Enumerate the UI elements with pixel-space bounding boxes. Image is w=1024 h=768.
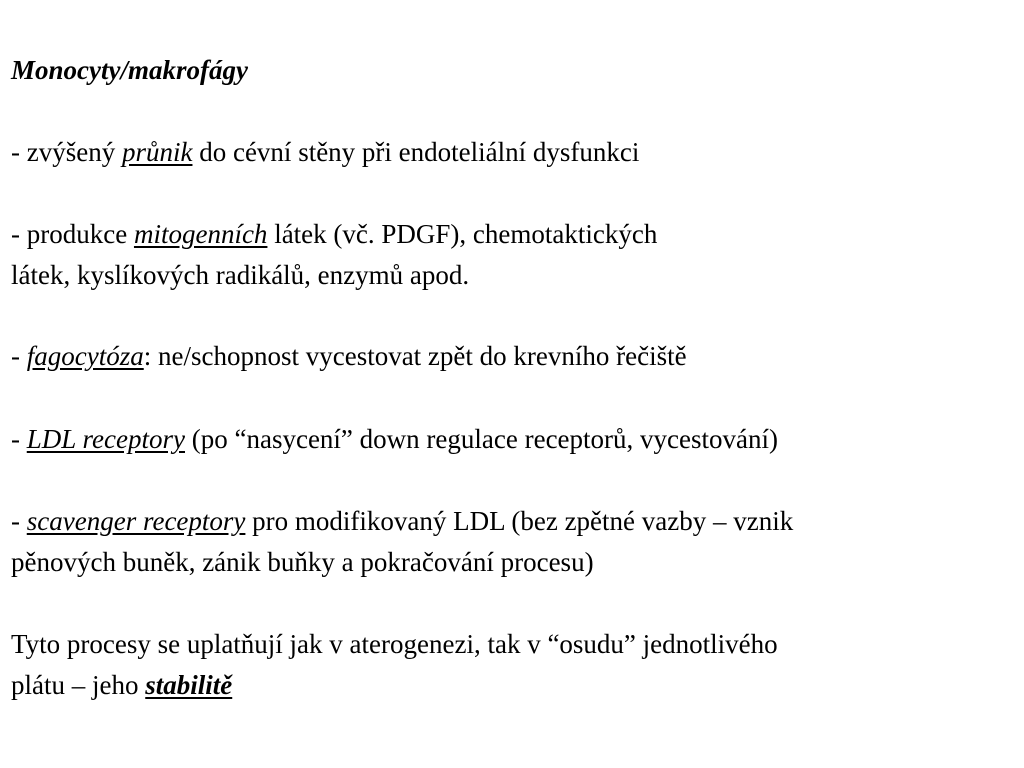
slide-title: Monocyty/makrofágy <box>11 55 248 85</box>
bullet-scavenger-receptory <box>11 505 793 537</box>
conclusion-line-1: Tyto procesy se uplatňují jak v aterogenezi, tak v “osudu” jednotlivého <box>11 629 778 659</box>
bullet-prefix: - <box>11 424 27 454</box>
bullet-prefix: - <box>11 341 27 371</box>
bullet-prefix: - produkce <box>11 219 134 249</box>
bullet-mitogenni-continuation: látek, kyslíkových radikálů, enzymů apod. <box>11 260 470 290</box>
term-stabilite: stabilitě <box>145 670 233 700</box>
term-mitogennich: mitogenních <box>133 219 268 249</box>
term-fagocytoza: fagocytóza <box>26 341 144 371</box>
term-prunik: průnik <box>121 137 193 167</box>
bullet-mitogenni <box>11 218 657 250</box>
bullet-text: látek (vč. PDGF), chemotaktických <box>267 219 658 249</box>
conclusion-line-2 <box>11 669 232 701</box>
bullet-text: pro modifikovaný LDL (bez zpětné vazby – vznik <box>245 506 794 536</box>
bullet-fagocytoza <box>11 340 687 372</box>
bullet-ldl-receptory <box>11 423 778 455</box>
bullet-prefix: - zvýšený <box>11 137 122 167</box>
term-ldl-receptory: LDL receptory <box>26 424 185 454</box>
bullet-text: (po “nasycení” down regulace receptorů, vycestování) <box>185 424 778 454</box>
bullet-scavenger-continuation: pěnových buněk, zánik buňky a pokračování procesu) <box>11 547 594 577</box>
term-scavenger-receptory: scavenger receptory <box>26 506 246 536</box>
bullet-text: : ne/schopnost vycestovat zpět do krevního řečiště <box>143 341 687 371</box>
bullet-text: do cévní stěny při endoteliální dysfunkci <box>192 137 640 167</box>
conclusion-prefix: plátu – jeho <box>11 670 146 700</box>
bullet-pruník <box>11 136 639 168</box>
bullet-prefix: - <box>11 506 27 536</box>
